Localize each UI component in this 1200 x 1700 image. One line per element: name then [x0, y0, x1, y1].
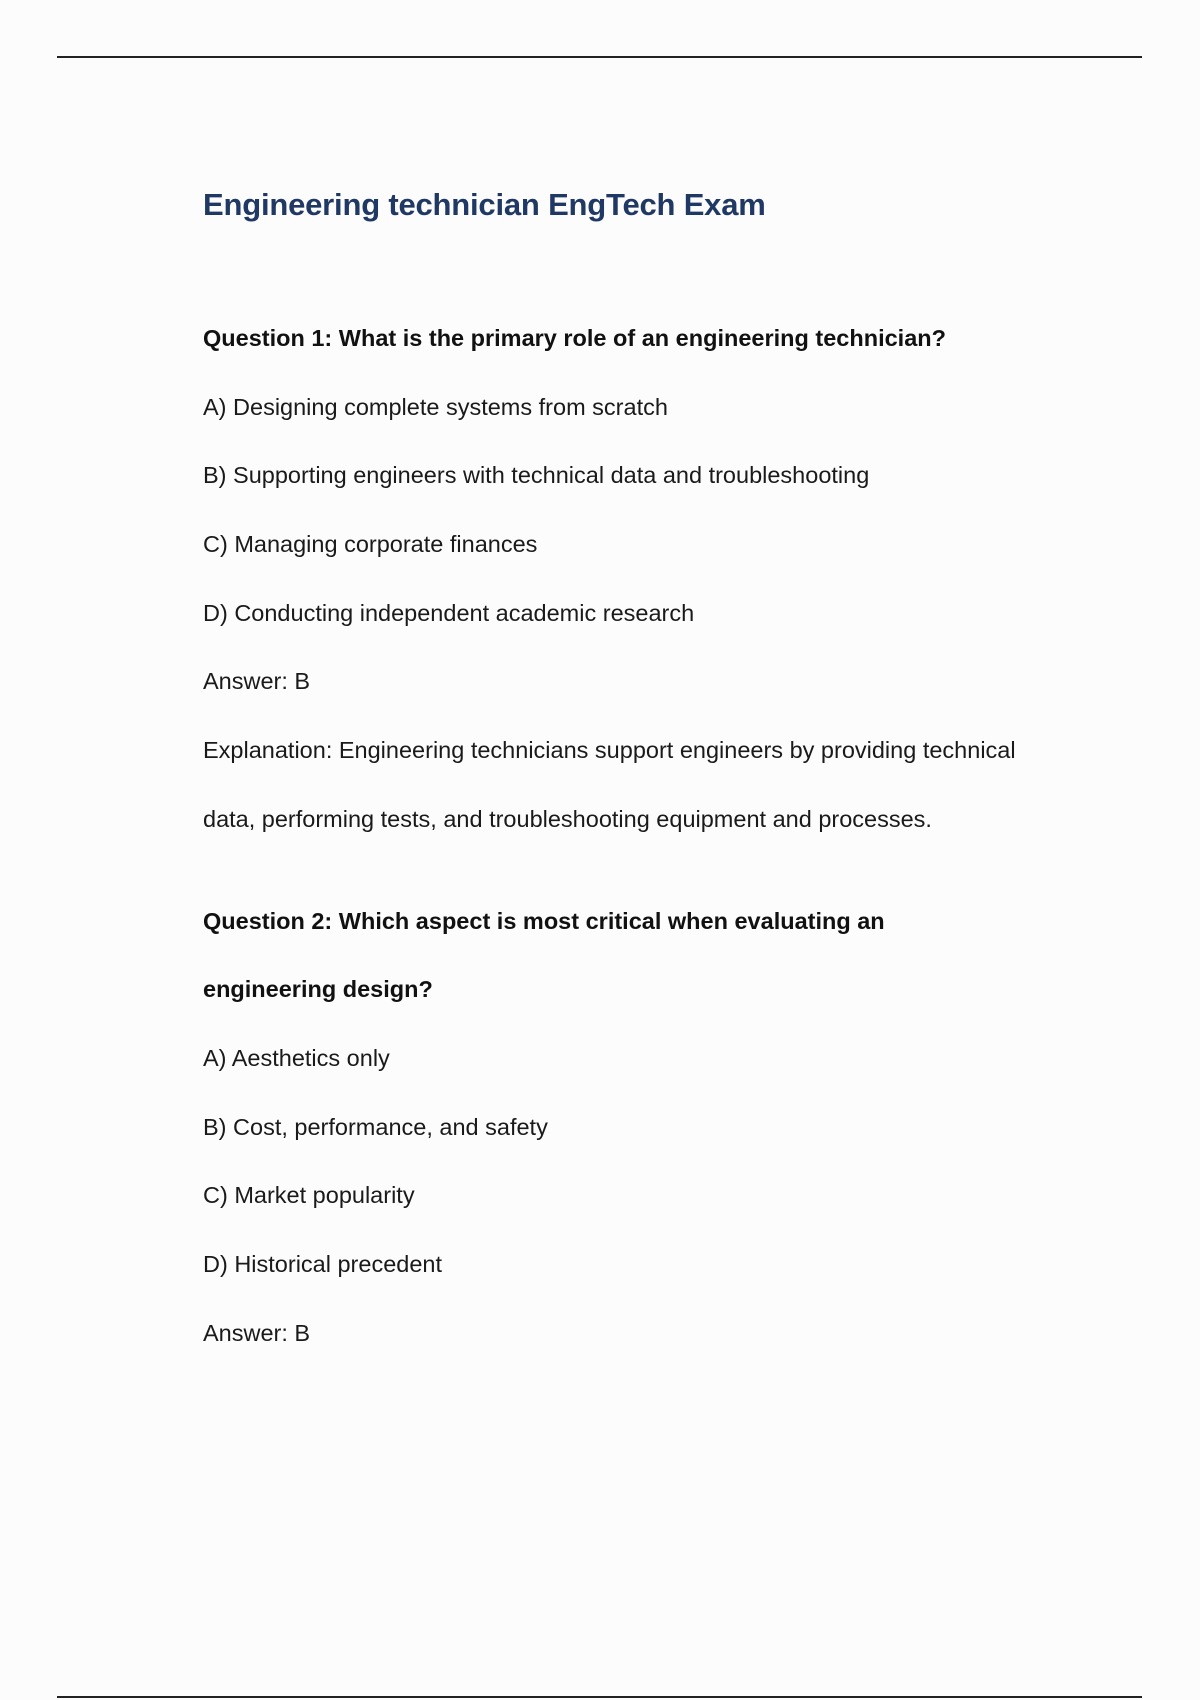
- option-d: D) Historical precedent: [203, 1251, 443, 1277]
- question-block-1: [203, 304, 1063, 854]
- bottom-rule: [57, 1696, 1142, 1698]
- explanation: Explanation: Engineering technicians support engineers by providing technical data, performing tests, and troubleshooting equipment and processes.: [203, 737, 1016, 832]
- document-body: [203, 180, 1063, 1367]
- document-title: Engineering technician EngTech Exam: [203, 187, 766, 222]
- option-a: A) Aesthetics only: [203, 1044, 390, 1071]
- option-b: B) Cost, performance, and safety: [203, 1113, 548, 1140]
- answer: Answer: B: [203, 668, 311, 695]
- question-block-2: [203, 887, 1063, 1368]
- option-d: D) Conducting independent academic research: [203, 599, 695, 626]
- option-c: C) Market popularity: [203, 1182, 415, 1209]
- top-rule: [57, 56, 1142, 58]
- question-text: Question 2: Which aspect is most critical when evaluating an engineering design?: [203, 907, 885, 1003]
- answer: Answer: B: [203, 1319, 311, 1346]
- question-text: Question 1: What is the primary role of an engineering technician?: [203, 325, 946, 351]
- option-a: A) Designing complete systems from scratch: [203, 393, 668, 420]
- option-b: B) Supporting engineers with technical data and troubleshooting: [203, 462, 870, 489]
- option-c: C) Managing corporate finances: [203, 531, 538, 558]
